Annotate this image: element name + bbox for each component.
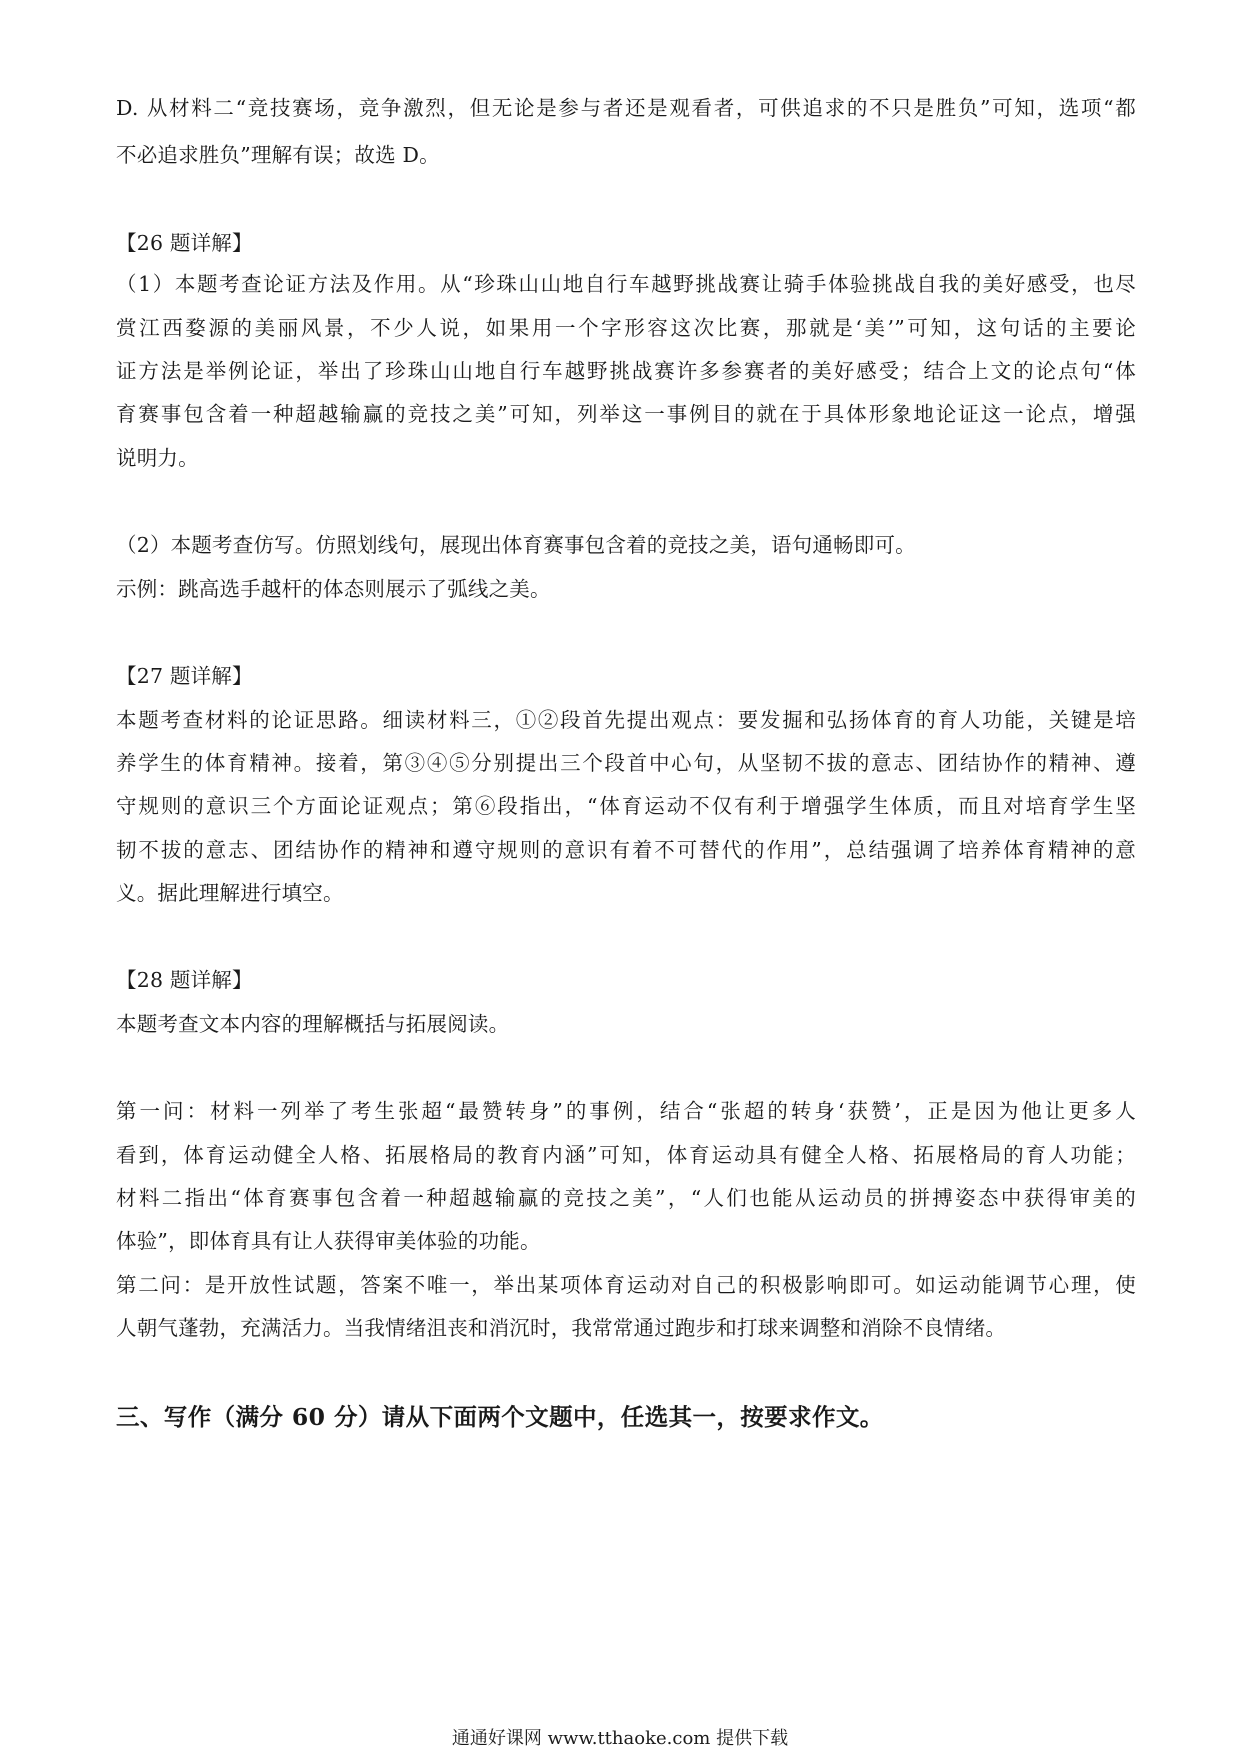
q28-intro: 本题考查文本内容的理解概括与拓展阅读。 (116, 1012, 510, 1036)
q26-part2-line-2: 示例：跳高选手越杆的体态则展示了弧线之美。 (116, 577, 551, 601)
page-footer: 通通好课网 www.tthaoke.com 提供下载 (451, 1728, 789, 1749)
q26-part1-line-1: （1）本题考查论证方法及作用。从“珍珠山山地自行车越野挑战赛让骑手体验挑战自我的美好感受，也尽 (116, 272, 1136, 296)
q28-line-4: 体验”，即体育具有让人获得审美体验的功能。 (116, 1229, 541, 1253)
q28-line-5: 第二问：是开放性试题，答案不唯一，举出某项体育运动对自己的积极影响即可。如运动能调节心理，使 (116, 1273, 1136, 1297)
q27-heading: 【27 题详解】 (116, 664, 253, 688)
q27-line-1: 本题考查材料的论证思路。细读材料三，①②段首先提出观点：要发掘和弘扬体育的育人功能，关键是培 (116, 708, 1136, 732)
q26-part1-line-5: 说明力。 (116, 446, 199, 470)
q28-line-6: 人朝气蓬勃，充满活力。当我情绪沮丧和消沉时，我常常通过跑步和打球来调整和消除不良情绪。 (116, 1316, 1007, 1340)
q28-line-3: 材料二指出“体育赛事包含着一种超越输赢的竞技之美”，“人们也能从运动员的拼搏姿态中获得审美的 (116, 1186, 1136, 1210)
q25-answer-line-1: D. 从材料二“竞技赛场，竞争激烈，但无论是参与者还是观看者，可供追求的不只是胜负”可知，选项“都 (116, 96, 1136, 120)
section3-heading: 三、写作（满分 60 分）请从下面两个文题中，任选其一，按要求作文。 (116, 1403, 884, 1431)
q26-part2-line-1: （2）本题考查仿写。仿照划线句，展现出体育赛事包含着的竞技之美，语句通畅即可。 (116, 533, 916, 557)
q27-line-4: 韧不拔的意志、团结协作的精神和遵守规则的意识有着不可替代的作用”，总结强调了培养体育精神的意 (116, 838, 1136, 862)
q27-line-2: 养学生的体育精神。接着，第③④⑤分别提出三个段首中心句，从坚韧不拔的意志、团结协作的精神、遵 (116, 751, 1136, 775)
q26-part1-line-2: 赏江西婺源的美丽风景，不少人说，如果用一个字形容这次比赛，那就是‘美’”可知，这句话的主要论 (116, 316, 1136, 340)
q27-line-3: 守规则的意识三个方面论证观点；第⑥段指出，“体育运动不仅有利于增强学生体质，而且对培育学生坚 (116, 794, 1136, 818)
q26-part1-line-4: 育赛事包含着一种超越输赢的竞技之美”可知，列举这一事例目的就在于具体形象地论证这一论点，增强 (116, 402, 1136, 426)
q26-heading: 【26 题详解】 (116, 231, 253, 255)
q28-heading: 【28 题详解】 (116, 968, 253, 992)
q28-line-2: 看到，体育运动健全人格、拓展格局的教育内涵”可知，体育运动具有健全人格、拓展格局的育人功能； (116, 1143, 1136, 1167)
q25-answer-line-2: 不必追求胜负”理解有误；故选 D。 (116, 143, 440, 167)
q28-line-1: 第一问：材料一列举了考生张超“最赞转身”的事例，结合“张超的转身‘获赞’，正是因为他让更多人 (116, 1099, 1136, 1123)
q26-part1-line-3: 证方法是举例论证，举出了珍珠山山地自行车越野挑战赛许多参赛者的美好感受；结合上文的论点句“体 (116, 359, 1136, 383)
q27-line-5: 义。据此理解进行填空。 (116, 881, 344, 905)
